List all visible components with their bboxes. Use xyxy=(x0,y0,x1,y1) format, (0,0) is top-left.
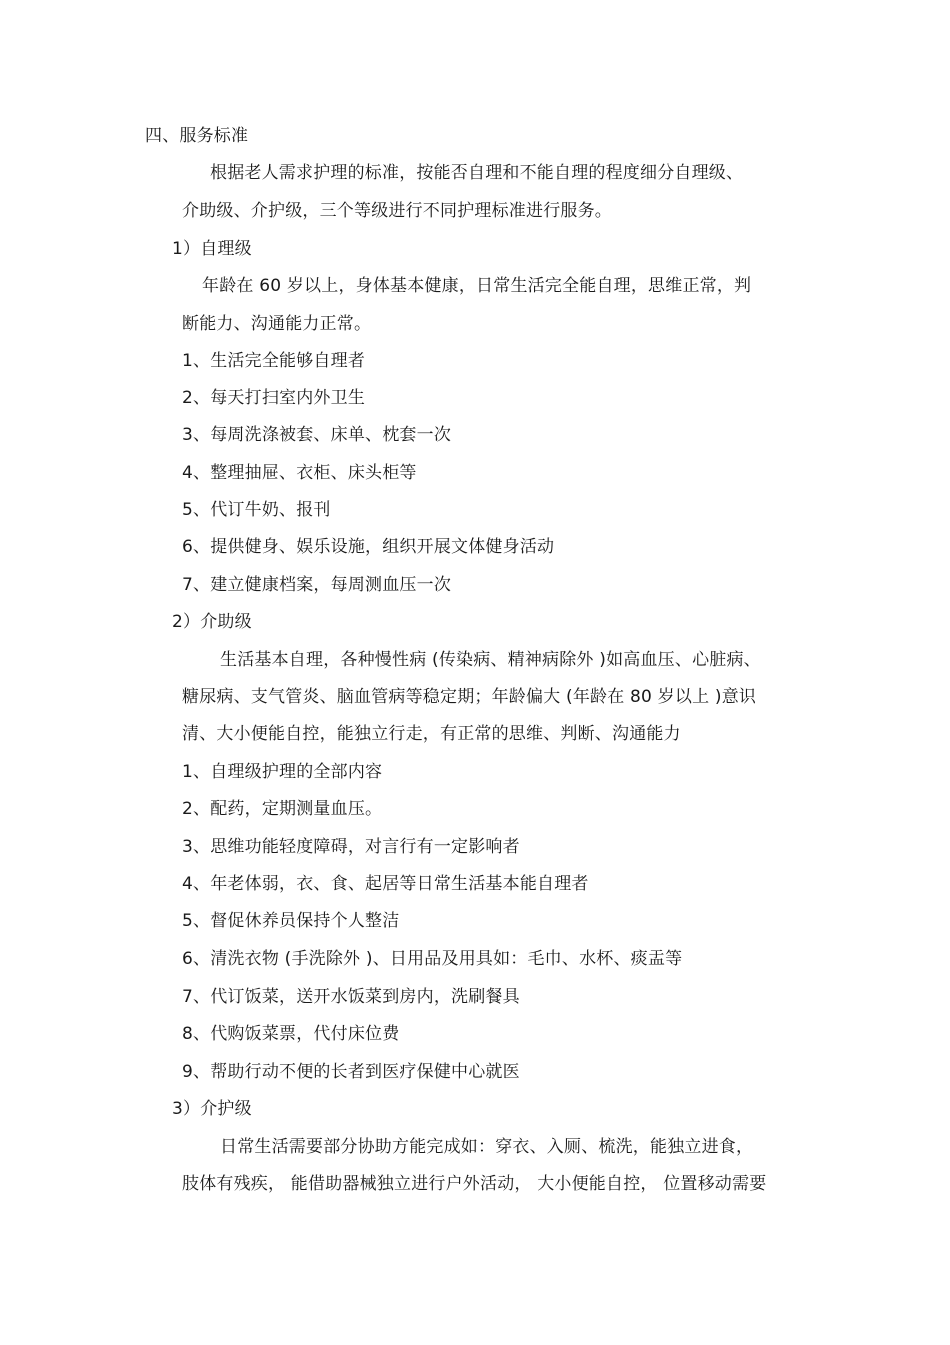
list-item: 6、提供健身、娱乐设施，组织开展文体健身活动 xyxy=(182,537,555,557)
level1-desc-line-1: 年龄在 60 岁以上，身体基本健康，日常生活完全能自理，思维正常，判 xyxy=(202,276,752,296)
list-item: 6、清洗衣物 (手洗除外 )、日用品及用具如：毛巾、水杯、痰盂等 xyxy=(182,949,683,969)
list-item: 7、建立健康档案，每周测血压一次 xyxy=(182,575,452,595)
level2-desc-line-2: 糖尿病、支气管炎、脑血管病等稳定期；年龄偏大 (年龄在 80 岁以上 )意识 xyxy=(182,687,757,707)
level1-desc-line-2: 断能力、沟通能力正常。 xyxy=(182,314,372,334)
list-item: 5、代订牛奶、报刊 xyxy=(182,500,331,520)
list-item: 5、督促休养员保持个人整洁 xyxy=(182,911,400,931)
list-item: 1、生活完全能够自理者 xyxy=(182,351,366,371)
level2-desc-line-3: 清、大小便能自控，能独立行走，有正常的思维、判断、沟通能力 xyxy=(182,724,681,744)
list-item: 4、年老体弱，衣、食、起居等日常生活基本能自理者 xyxy=(182,874,589,894)
level1-heading: 1）自理级 xyxy=(172,239,252,259)
list-item: 3、每周洗涤被套、床单、枕套一次 xyxy=(182,425,452,445)
level3-desc-line-1: 日常生活需要部分协助方能完成如：穿衣、入厕、梳洗，能独立进食， xyxy=(220,1137,754,1157)
intro-line-1: 根据老人需求护理的标准，按能否自理和不能自理的程度细分自理级、 xyxy=(210,163,744,183)
intro-line-2: 介助级、介护级，三个等级进行不同护理标准进行服务。 xyxy=(182,201,612,221)
list-item: 7、代订饭菜，送开水饭菜到房内，洗刷餐具 xyxy=(182,987,520,1007)
section-heading: 四、服务标准 xyxy=(145,126,249,146)
level2-desc-line-1: 生活基本自理，各种慢性病 (传染病、精神病除外 )如高血压、心脏病、 xyxy=(220,650,761,670)
list-item: 3、思维功能轻度障碍，对言行有一定影响者 xyxy=(182,837,520,857)
level2-heading: 2）介助级 xyxy=(172,612,252,632)
list-item: 2、每天打扫室内外卫生 xyxy=(182,388,366,408)
list-item: 4、整理抽屉、衣柜、床头柜等 xyxy=(182,463,417,483)
list-item: 8、代购饭菜票，代付床位费 xyxy=(182,1024,400,1044)
list-item: 9、帮助行动不便的长者到医疗保健中心就医 xyxy=(182,1062,520,1082)
level3-heading: 3）介护级 xyxy=(172,1099,252,1119)
level3-desc-line-2: 肢体有残疾， 能借助器械独立进行户外活动， 大小便能自控， 位置移动需要 xyxy=(182,1174,767,1194)
list-item: 1、自理级护理的全部内容 xyxy=(182,762,383,782)
list-item: 2、配药，定期测量血压。 xyxy=(182,799,383,819)
